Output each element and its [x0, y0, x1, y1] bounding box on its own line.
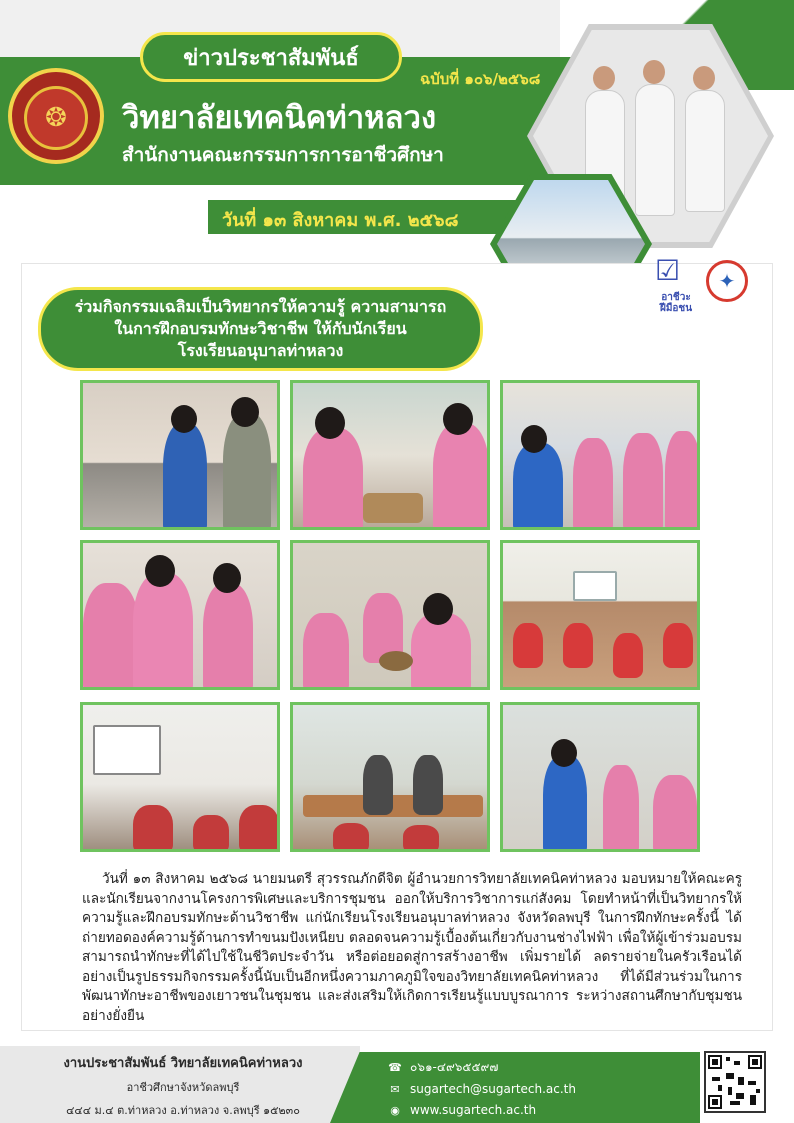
office-name: สำนักงานคณะกรรมการการอาชีวศึกษา — [122, 144, 444, 166]
person-figure — [635, 84, 675, 216]
activity-photo — [290, 540, 490, 690]
footer-phone: ๐๖๑-๔๙๖๕๕๙๗ — [410, 1060, 499, 1074]
check-vote-icon: ☑ — [655, 254, 681, 287]
headline-line-2: ในการฝึกอบรมทักษะวิชาชีพ ให้กับนักเรียน — [114, 319, 407, 338]
news-body — [82, 870, 742, 1026]
activity-photo — [500, 702, 700, 852]
college-name: วิทยาลัยเทคนิคท่าหลวง — [122, 100, 437, 136]
person-figure — [685, 90, 725, 212]
activity-photo — [80, 702, 280, 852]
activity-photo — [80, 380, 280, 530]
qr-code-icon — [706, 1053, 764, 1111]
footer-province: อาชีวศึกษาจังหวัดลพบุรี — [126, 1081, 240, 1094]
activity-photo — [500, 540, 700, 690]
pr-label: ข่าวประชาสัมพันธ์ — [140, 32, 402, 82]
qr-code — [704, 1051, 766, 1113]
ministry-logo-icon: ✦ — [706, 260, 748, 302]
activity-photo — [290, 702, 490, 852]
footer-email[interactable]: sugartech@sugartech.ac.th — [410, 1082, 576, 1096]
footer-phone-row — [388, 1058, 498, 1077]
person-head — [643, 60, 665, 84]
footer-address: ๔๔๔ ม.๔ ต.ท่าหลวง อ.ท่าหลวง จ.ลพบุรี ๑๕๒๓๐ — [66, 1104, 300, 1117]
phone-icon: ☎ — [388, 1061, 402, 1074]
activity-photo — [290, 380, 490, 530]
vote-campaign-label: อาชีวะ ฝีมือชน — [659, 292, 693, 314]
person-head — [693, 66, 715, 90]
headline-line-1: ร่วมกิจกรรมเฉลิมเป็นวิทยากรให้ความรู้ ความสามารถ — [74, 297, 447, 316]
globe-icon: ◉ — [390, 1103, 400, 1117]
footer-web-row — [388, 1103, 536, 1117]
publish-date: วันที่ ๑๓ สิงหาคม พ.ศ. ๒๕๖๘ — [222, 210, 459, 231]
activity-photo — [80, 540, 280, 690]
activity-photo — [500, 380, 700, 530]
news-paragraph: วันที่ ๑๓ สิงหาคม ๒๕๖๘ นายมนตรี สุวรรณภักดีจิต ผู้อำนวยการวิทยาลัยเทคนิคท่าหลวง มอบหมายให้คณะครู และนักเรียนจากงานโครงการพิเศษและบริการชุมชน ออกให้บริการวิชาการแก่สังคม โดยทำหน้าที่เป็นวิทยากรให้ความรู้และฝึกอบรมทักษะด้านวิชาชีพ แก่นักเรียนโรงเรียนอนุบาลท่าหลวง จังหวัดลพบุรี ในการฝึกทักษะครั้งนี้ ได้ถ่ายทอดองค์ความรู้ด้านการทำขนมปังเหนียบ ตลอดจนความรู้เบื้องต้นเกี่ยวกับงานช่างไฟฟ้า เพื่อให้ผู้เข้าร่วมอบรมสามารถนำทักษะที่ได้ไปใช้ในชีวิตประจำวัน หรือต่อยอดสู่การสร้างอาชีพ เพิ่มรายได้ ลดรายจ่ายในครัวเรือนได้อย่างเป็นรูปธรรมกิจกรรมครั้งนี้นับเป็นอีกหนึ่งความภาคภูมิใจของวิทยาลัยเทคนิคท่าหลวง ที่ได้มีส่วนร่วมในการพัฒนาทักษะอาชีพของเยาวชนในชุมชน และส่งเสริมให้เกิดการเรียนรู้แบบบูรณาการ ระหว่างสถานศึกษากับชุมชนอย่างยั่งยืน — [82, 871, 742, 1024]
footer-unit: งานประชาสัมพันธ์ วิทยาลัยเทคนิคท่าหลวง — [63, 1056, 303, 1071]
footer-email-row — [388, 1082, 576, 1096]
college-seal-icon: ❂ — [24, 86, 88, 150]
mail-icon: ✉ — [390, 1082, 400, 1096]
footer-web[interactable]: www.sugartech.ac.th — [410, 1103, 537, 1117]
person-head — [593, 66, 615, 90]
headline-line-3: โรงเรียนอนุบาลท่าหลวง — [177, 341, 344, 360]
issue-number: ฉบับที่ ๑๐๖/๒๕๖๘ — [420, 70, 541, 88]
headline — [38, 287, 483, 371]
